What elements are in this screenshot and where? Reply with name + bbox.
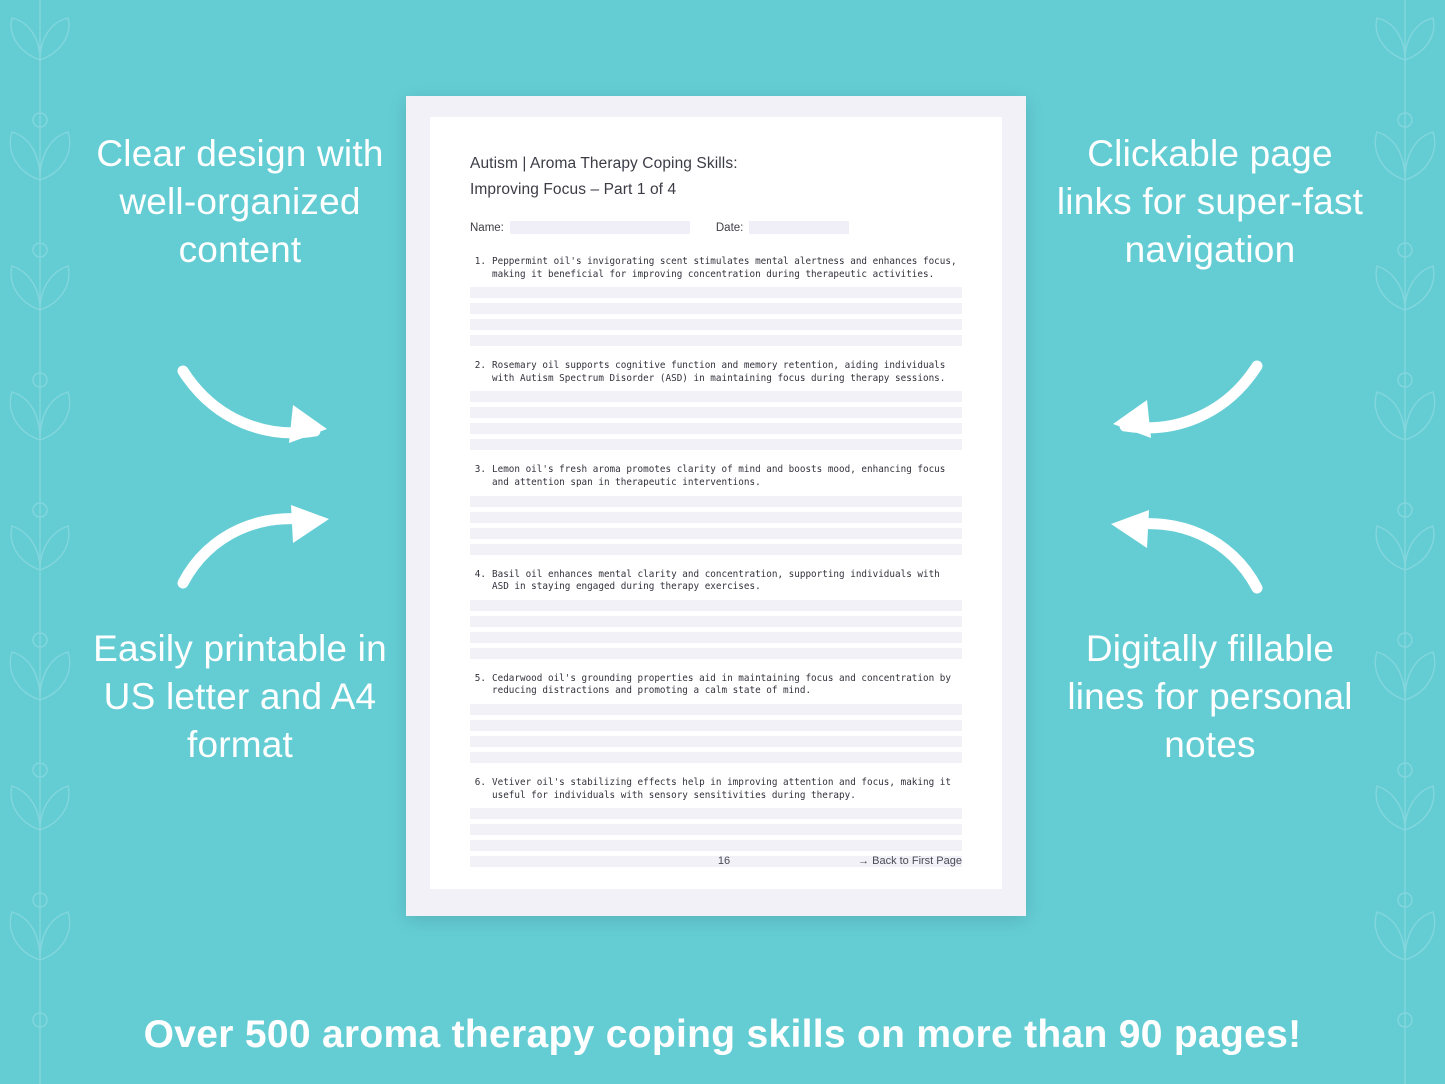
arrow-top-left-icon xyxy=(175,365,345,450)
page-number: 16 xyxy=(717,855,731,867)
writing-line[interactable] xyxy=(470,496,962,507)
writing-line[interactable] xyxy=(470,736,962,747)
list-item-head xyxy=(470,777,962,802)
list-item-text: Basil oil enhances mental clarity and concentration, supporting individuals with ASD in staying engaged during therapy exercises. xyxy=(492,568,940,593)
date-input[interactable] xyxy=(749,221,849,234)
list-item-number: 5. xyxy=(474,672,486,684)
list-item xyxy=(470,464,962,554)
list-item xyxy=(470,569,962,659)
writing-line[interactable] xyxy=(470,512,962,523)
list-item-text: Vetiver oil's stabilizing effects help in improving attention and focus, making it useful for individuals with sensory sensitivities during therapy. xyxy=(492,776,951,801)
promo-banner: Over 500 aroma therapy coping skills on more than 90 pages! xyxy=(143,1012,1302,1056)
writing-line[interactable] xyxy=(470,824,962,835)
writing-lines xyxy=(470,391,962,450)
writing-line[interactable] xyxy=(470,720,962,731)
list-item xyxy=(470,360,962,450)
list-item-number: 4. xyxy=(474,568,486,580)
writing-line[interactable] xyxy=(470,544,962,555)
arrow-top-right-icon xyxy=(1095,360,1265,445)
writing-lines xyxy=(470,287,962,346)
back-to-first-page-link[interactable]: → Back to First Page xyxy=(858,855,962,867)
writing-line[interactable] xyxy=(470,600,962,611)
writing-line[interactable] xyxy=(470,391,962,402)
writing-line[interactable] xyxy=(470,808,962,819)
coping-skill-list xyxy=(470,256,962,867)
writing-line[interactable] xyxy=(470,616,962,627)
writing-line[interactable] xyxy=(470,407,962,418)
name-date-row xyxy=(470,221,962,234)
writing-line[interactable] xyxy=(470,335,962,346)
caption-fillable-lines: Digitally fillable lines for personal notes xyxy=(1067,628,1353,765)
list-item-text: Lemon oil's fresh aroma promotes clarity of mind and boosts mood, enhancing focus and attention span in therapeutic interventions. xyxy=(492,464,946,488)
caption-printable: Easily printable in US letter and A4 format xyxy=(93,628,387,765)
arrow-bottom-left-icon xyxy=(175,505,345,590)
writing-lines xyxy=(470,600,962,659)
list-item xyxy=(470,673,962,763)
arrow-bottom-right-icon xyxy=(1095,510,1265,595)
caption-clickable-links: Clickable page links for super-fast navigation xyxy=(1056,133,1364,270)
name-input[interactable] xyxy=(510,221,690,234)
writing-line[interactable] xyxy=(470,528,962,539)
list-item-text: Rosemary oil supports cognitive function and memory retention, aiding individuals with Autism Spectrum Disorder (ASD) in maintaining focus during therapy sessions. xyxy=(492,360,946,384)
list-item xyxy=(470,256,962,346)
writing-line[interactable] xyxy=(470,319,962,330)
writing-lines xyxy=(470,496,962,555)
worksheet-footer xyxy=(470,855,962,867)
list-item-text: Peppermint oil's invigorating scent stimulates mental alertness and enhances focus, making it beneficial for improving concentration during therapeutic activities. xyxy=(492,256,957,280)
writing-line[interactable] xyxy=(470,303,962,314)
list-item-number: 1. xyxy=(474,256,486,267)
list-item-head xyxy=(470,256,962,281)
list-item-head xyxy=(470,464,962,489)
writing-line[interactable] xyxy=(470,648,962,659)
list-item-number: 2. xyxy=(474,360,486,372)
writing-line[interactable] xyxy=(470,704,962,715)
writing-lines xyxy=(470,704,962,763)
worksheet-title-line1: Autism | Aroma Therapy Coping Skills: xyxy=(470,155,738,172)
list-item-head xyxy=(470,360,962,385)
list-item-head xyxy=(470,673,962,698)
list-item-head xyxy=(470,569,962,594)
list-item-text: Cedarwood oil's grounding properties aid in maintaining focus and concentration by reducing distractions and promoting a calm state of mind. xyxy=(492,672,951,697)
list-item xyxy=(470,777,962,867)
writing-line[interactable] xyxy=(470,840,962,851)
date-label: Date: xyxy=(715,221,744,234)
writing-line[interactable] xyxy=(470,423,962,434)
list-item-number: 3. xyxy=(474,464,486,476)
writing-line[interactable] xyxy=(470,287,962,298)
name-label: Name: xyxy=(470,221,504,234)
worksheet-title-line2: Improving Focus – Part 1 of 4 xyxy=(470,181,677,198)
writing-line[interactable] xyxy=(470,632,962,643)
writing-line[interactable] xyxy=(470,439,962,450)
caption-clear-design: Clear design with well-organized content xyxy=(96,133,384,270)
list-item-number: 6. xyxy=(474,776,486,788)
writing-line[interactable] xyxy=(470,752,962,763)
worksheet-page xyxy=(430,117,1002,889)
